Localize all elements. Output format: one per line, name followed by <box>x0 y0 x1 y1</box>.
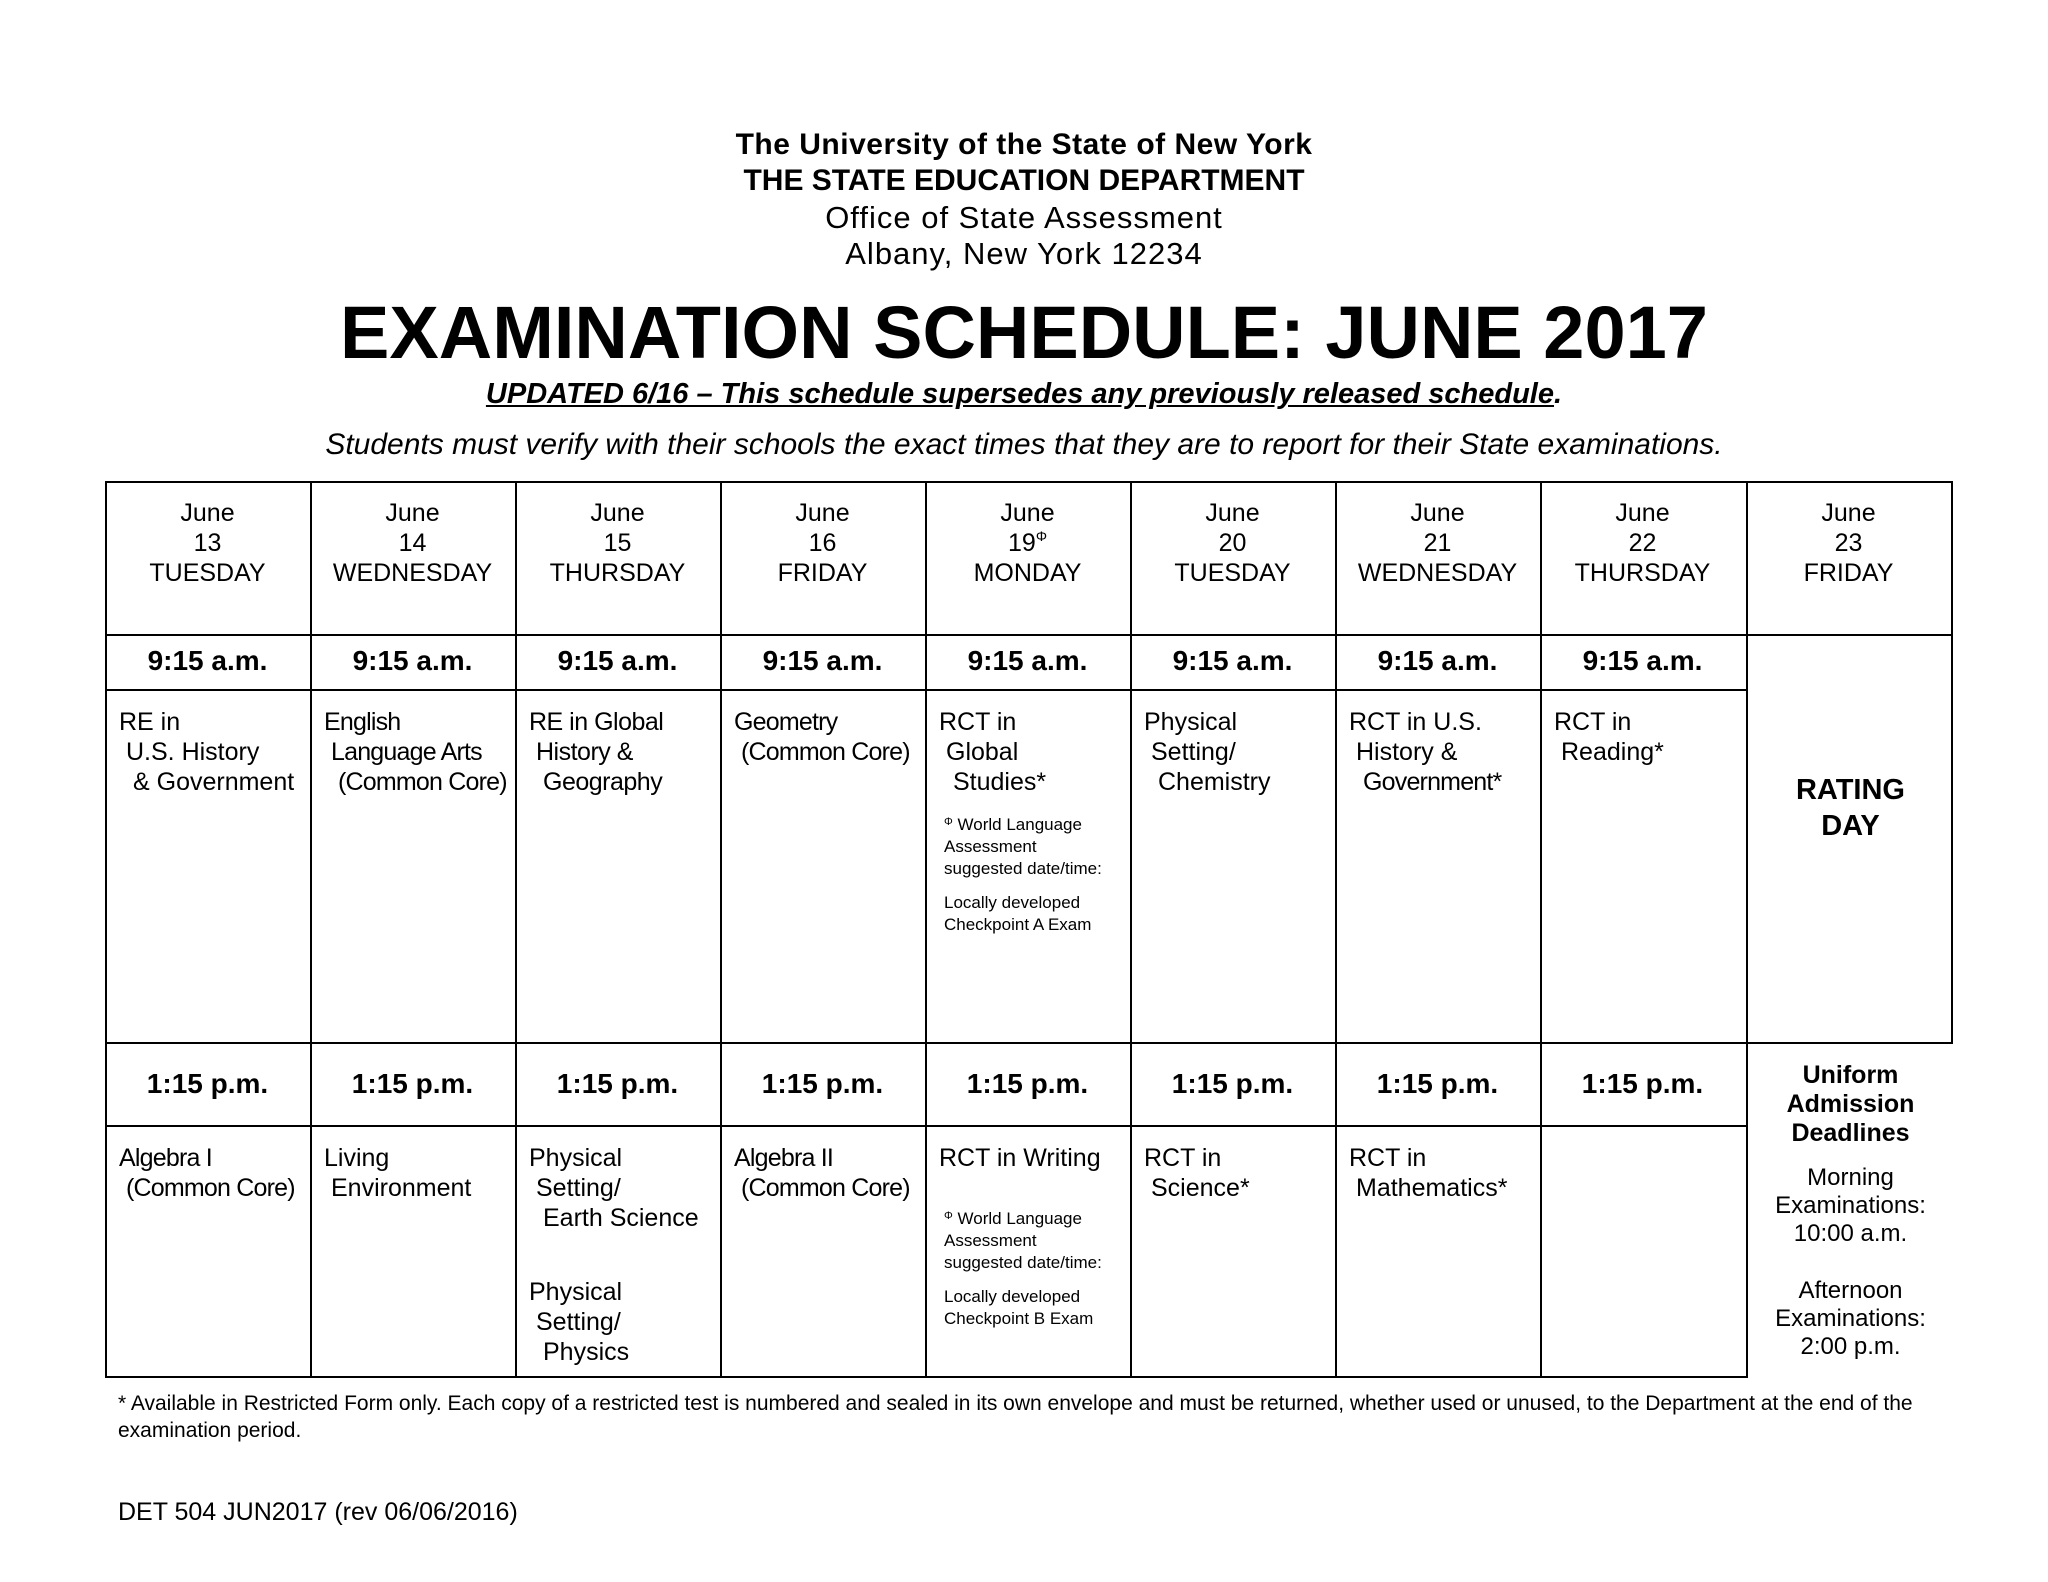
header-address: Albany, New York 12234 <box>845 236 1203 271</box>
phi-mark: Φ <box>944 816 953 828</box>
day-header: June 22 THURSDAY <box>1574 499 1711 587</box>
table-col-line <box>720 481 722 1378</box>
morning-time: 9:15 a.m. <box>147 645 268 676</box>
afternoon-time: 1:15 p.m. <box>556 1068 679 1099</box>
table-col-line <box>1130 481 1132 1378</box>
morning-time: 9:15 a.m. <box>967 645 1088 676</box>
table-col-line <box>515 481 517 1378</box>
morning-time: 9:15 a.m. <box>557 645 678 676</box>
header-university: The University of the State of New York <box>735 128 1313 161</box>
exam-cell: Algebra II (Common Core) <box>734 1144 910 1202</box>
afternoon-deadline: Afternoon Examinations: 2:00 p.m. <box>1775 1277 1926 1360</box>
table-line-afternoon <box>105 1042 1951 1044</box>
header-department: THE STATE EDUCATION DEPARTMENT <box>743 164 1305 197</box>
afternoon-time: 1:15 p.m. <box>1376 1068 1499 1099</box>
afternoon-time: 1:15 p.m. <box>966 1068 1089 1099</box>
table-border-top <box>105 481 1951 483</box>
exam-cell: RCT in Global Studies* <box>939 708 1047 796</box>
exam-cell: Physical Setting/ Physics <box>529 1278 630 1366</box>
rating-day: RATING DAY <box>1795 774 1905 842</box>
exam-cell: RCT in Reading* <box>1554 708 1664 766</box>
student-notice: Students must verify with their schools the exact times that they are to report for their State examinations. <box>325 428 1723 461</box>
exam-cell: RCT in U.S. History & Government* <box>1349 708 1502 796</box>
table-col-line <box>1335 481 1337 1378</box>
day-header: June 23 FRIDAY <box>1803 499 1894 587</box>
day-header: June 13 TUESDAY <box>149 499 266 587</box>
exam-cell: Algebra I (Common Core) <box>119 1144 295 1202</box>
exam-cell: English Language Arts (Common Core) <box>324 708 507 796</box>
afternoon-time: 1:15 p.m. <box>146 1068 269 1099</box>
table-col-line <box>105 481 107 1378</box>
update-period: . <box>1554 378 1563 410</box>
exam-cell: RE in Global History & Geography <box>529 708 664 796</box>
afternoon-time: 1:15 p.m. <box>351 1068 474 1099</box>
day-header: June $19^\Phi$ MONDAY <box>973 499 1082 587</box>
exam-cell: Geometry (Common Core) <box>734 708 910 766</box>
table-col-line <box>1951 481 1953 1044</box>
phi-mark: Φ <box>944 1210 953 1222</box>
uniform-admission-deadlines: Uniform Admission Deadlines <box>1786 1061 1915 1147</box>
morning-time: 9:15 a.m. <box>1172 645 1293 676</box>
world-language-note-a: $^\Phi$ World Language Assessment suggested date/time: Locally developed Checkpoint A Exam <box>944 815 1102 934</box>
update-text: UPDATED 6/16 – This schedule supersedes any previously released schedule <box>485 378 1554 410</box>
exam-cell: RCT in Mathematics* <box>1349 1144 1508 1202</box>
restricted-form-footnote: * Available in Restricted Form only. Each copy of a restricted test is numbered and sealed in its own envelope and must be returned, whether used or unused, to the Department at the end of the examination period. <box>118 1392 1913 1442</box>
morning-time: 9:15 a.m. <box>1582 645 1703 676</box>
phi-mark: Φ <box>1035 528 1047 544</box>
table-col-line <box>925 481 927 1378</box>
table-col-line <box>310 481 312 1378</box>
day-header: June 15 THURSDAY <box>549 499 686 587</box>
header-office: Office of State Assessment <box>825 200 1223 235</box>
update-notice <box>0 378 2048 411</box>
exam-cell: RCT in Science* <box>1144 1144 1250 1202</box>
page-title: EXAMINATION SCHEDULE: JUNE 2017 <box>340 291 1708 374</box>
exam-cell: RCT in Writing <box>939 1144 1101 1172</box>
morning-deadline: Morning Examinations: 10:00 a.m. <box>1775 1164 1926 1247</box>
world-language-note-b: $^\Phi$ World Language Assessment suggested date/time: Locally developed Checkpoint B Exam <box>944 1209 1102 1328</box>
form-id: DET 504 JUN2017 (rev 06/06/2016) <box>118 1498 518 1526</box>
table-col-line <box>1540 481 1542 1378</box>
morning-time: 9:15 a.m. <box>762 645 883 676</box>
day-header: June 21 WEDNESDAY <box>1357 499 1518 587</box>
day-header: June 14 WEDNESDAY <box>332 499 493 587</box>
exam-cell: RE in U.S. History & Government <box>119 708 295 796</box>
afternoon-time: 1:15 p.m. <box>761 1068 884 1099</box>
day-header: June 20 TUESDAY <box>1174 499 1291 587</box>
morning-time: 9:15 a.m. <box>352 645 473 676</box>
exam-cell: Physical Setting/ Earth Science <box>529 1144 699 1232</box>
exam-cell: Living Environment <box>324 1144 472 1202</box>
table-line-header <box>105 634 1951 636</box>
exam-cell: Physical Setting/ Chemistry <box>1144 708 1271 796</box>
morning-time: 9:15 a.m. <box>1377 645 1498 676</box>
afternoon-time: 1:15 p.m. <box>1171 1068 1294 1099</box>
afternoon-time: 1:15 p.m. <box>1581 1068 1704 1099</box>
day-header: June 16 FRIDAY <box>777 499 868 587</box>
